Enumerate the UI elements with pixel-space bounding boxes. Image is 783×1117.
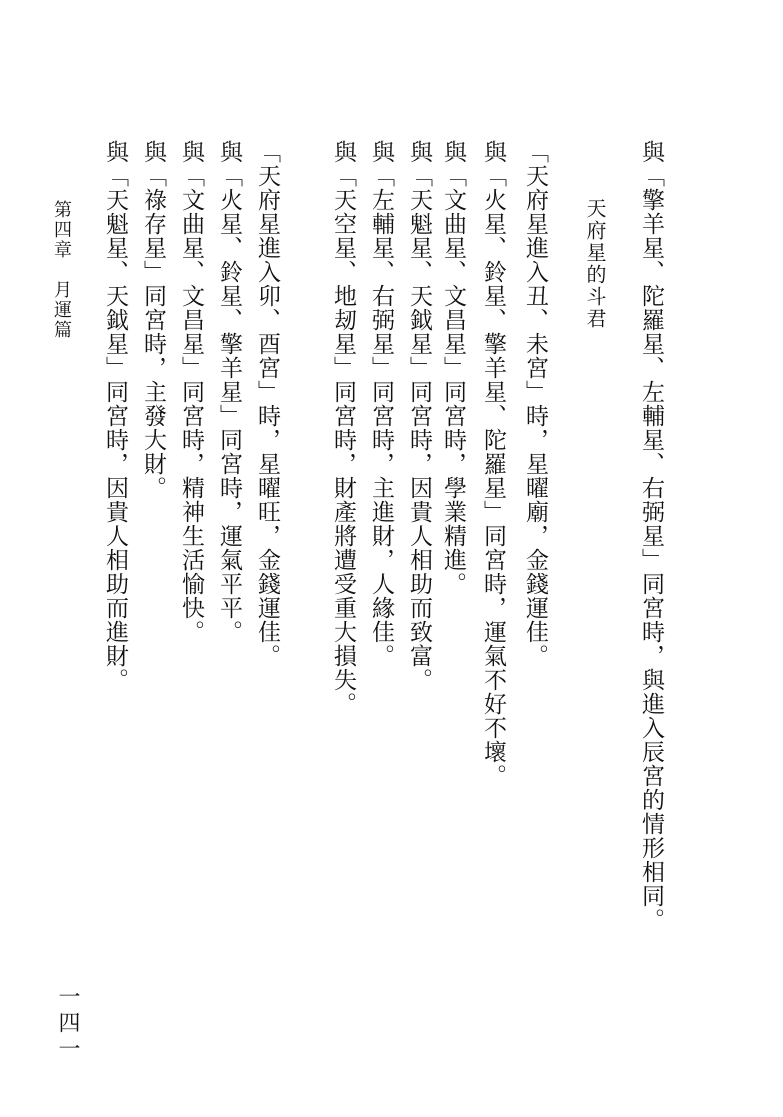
text-column-2: 「天府星進入丑、未宮」時，星曜廟，金錢運佳。 [522,140,548,668]
text-column-1: 與「擎羊星、陀羅星、左輔星、右弼星」同宮時，與進入辰宮的情形相同。 [638,140,664,932]
text-column-11: 與「祿存星」同宮時，主發大財。 [140,140,166,500]
text-column-5: 與「天魁星、天鉞星」同宮時，因貴人相助而致富。 [406,140,432,692]
chapter-footer: 第四章 月運篇 [51,200,72,340]
page-number: 一四一 [55,985,80,1063]
text-column-4: 與「文曲星、文昌星」同宮時，學業精進。 [440,140,466,596]
section-heading: 天府星的斗君 [583,198,607,330]
text-column-7: 與「天空星、地刼星」同宮時，財產將遭受重大損失。 [330,140,356,716]
text-column-12: 與「天魁星、天鉞星」同宮時，因貴人相助而進財。 [102,140,128,692]
text-column-10: 與「文曲星、文昌星」同宮時，精神生活愉快。 [178,140,204,644]
text-column-8: 「天府星進入卯、酉宮」時，星曜旺，金錢運佳。 [254,140,280,668]
text-column-3: 與「火星、鈴星、擎羊星、陀羅星」同宮時，運氣不好不壞。 [480,140,506,788]
text-column-6: 與「左輔星、右弼星」同宮時，主進財，人緣佳。 [368,140,394,668]
text-column-9: 與「火星、鈴星、擎羊星」同宮時，運氣平平。 [216,140,242,644]
